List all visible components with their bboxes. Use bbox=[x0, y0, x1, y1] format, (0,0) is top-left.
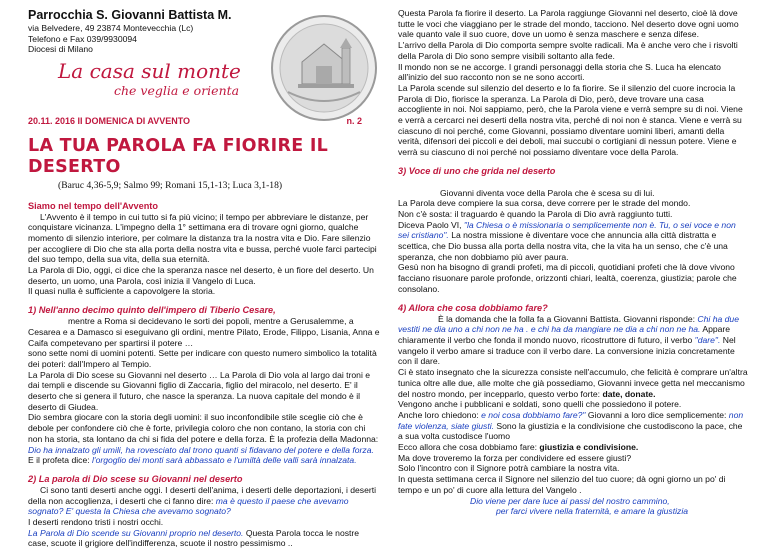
section-1-text-e: E il profeta dice: bbox=[28, 455, 93, 466]
section-4-title: 4) Allora che cosa dobbiamo fare? bbox=[398, 302, 548, 313]
section-4-text-d: Vengono anche i pubblicani e soldati, sono quelli che possiedono il potere. Anche loro chiedono: bbox=[398, 399, 682, 420]
section-1-text-a: mentre a Roma si decidevano le sorti dei popoli, mentre a Gerusalemme, a Cesarea e a Damasco si eseguivano gli ordini, mentre Pilato, Erode, Filippo, Lisania, Anna e Caifa competevano per spartirsi il potere … bbox=[28, 316, 380, 348]
section-4-text-a: È la domanda che la folla fa a Giovanni Battista. Giovanni risponde: bbox=[438, 313, 698, 324]
section-1-quote-1: Dio ha innalzato gli umili, ha rovesciato dal trono quanti si fidavano del potere e della forza. bbox=[28, 444, 374, 455]
section-3-text-b: La nostra missione è diventare voce che annuncia alla città distratta e scettica, che Dio bussa alla porta della nostra vita, che la vita ha un senso, che c'è una speranza, che non dobbiamo più aver paura. Gesù non ha bisogno di grandi profeti, ma di piccoli, quotidiani profeti che là dove vivono facciano risuonare parole profonde, orizzonti chiari, lealtà, coerenza, giustizia; parole che consolano. bbox=[398, 230, 737, 294]
section-2-quote-2: La Parola di Dio scende su Giovanni proprio nel deserto. bbox=[28, 527, 244, 538]
section-4-quote-4: non fate violenza, siate giusti. bbox=[398, 409, 744, 431]
brand-tagline: che veglia e orienta bbox=[114, 82, 240, 98]
church-emblem-icon bbox=[270, 14, 378, 122]
section-4-quote-2: "dare". bbox=[694, 334, 721, 345]
headline: LA TUA PAROLA FA FIORIRE IL DESERTO bbox=[28, 135, 329, 177]
parish-name: Parrocchia S. Giovanni Battista M. bbox=[28, 8, 232, 22]
section-4-text-c: Nel vangelo il verbo amare si traduce con il verbo dare. La conversione inizia concretamente con il dare. Ci è stato insegnato che la sicurezza consiste nell'accumulo, che felicità è comprare un'altra tunica oltre alle due, alle molte che già possediamo, Giovanni invece getta nel meccanismo del nostro mondo, per incepparlo, questo verbo forte: bbox=[398, 334, 748, 399]
address-line: via Belvedere, 49 23874 Montevecchia (Lc) bbox=[28, 23, 194, 33]
section-2-text-c: Questa Parola tocca le nostre case, scuote il grigiore dell'indifferenza, scuote il nostro pessimismo .. bbox=[28, 527, 360, 549]
section-4-text-g: Ma dove troveremo la forza per condividere ed essere giusti? Solo l'incontro con il Signore potrà cambiare la nostra vita. In questa settimana cerca il Signore nel silenzio del tuo cuore; dà ogni giorno un po' di tempo e un po' di cuore alla lettura del Vangelo . bbox=[398, 452, 726, 495]
section-1-text-d-paragraph bbox=[28, 412, 380, 466]
section-4-quote-1: Chi ha due vestiti ne dia uno a chi non ne ha . e chi ha da mangiare ne dia a chi non ne ha. bbox=[398, 313, 739, 335]
issue-date: 20.11. 2016 II DOMENICA DI AVVENTO bbox=[28, 115, 191, 126]
diocese-line: Diocesi di Milano bbox=[28, 44, 93, 54]
section-1-title: 1) Nell'anno decimo quinto dell'impero di Tiberio Cesare, bbox=[28, 305, 276, 316]
right-intro: Questa Parola fa fiorire il deserto. La Parola raggiunge Giovanni nel deserto, cioè là dove tutte le voci che viaggiano per le strade del mondo, tacciono. Nel deserto dove ogni uomo vale quanto vale il suo cuore, dove un uomo è senza maschere e senza difese. L'arrivo della Parola di Dio comporta sempre svolte radicali. Ma è anche vero che i risvolti della Parola di Dio sono sempre visibili soltanto alla fede. Il mondo non se ne accorge. I grandi personaggi della storia che S. Luca ha elencato all'inizio del suo racconto non se ne sono accorti. La Parola scende sul silenzio del deserto e lo fa fiorire. Se il silenzio del cuore incrocia la Parola di Dio, fiorisce la speranza. La Parola di Dio, però, deve trovare una casa accogliente in noi. Noi sappiamo, però, che la Parola viene e verrà sempre su di noi. Viene e verrà a cercarci nei deserti della nostra vita, perché di noi non è stanca. Viene e verrà su ciascuno di noi perché, come Giovanni, possiamo diventare uomini liberi, amanti della verità, difensori dei piccoli e dei deboli, mai succubi o cortigiani di nessun potere. Viene e verrà su ciascuno di noi perché noi possiamo diventare voce della Parola. bbox=[398, 8, 743, 158]
section-2-paragraph bbox=[28, 485, 380, 517]
section-4-text-f: Sono la giustizia e la condivisione che custodiscono la pace, che a sua volta custodisce l'uomo Ecco allora che cosa dobbiamo fare: bbox=[398, 420, 743, 453]
section-4-text-b: Appare chiaramente il verbo che fonda il mondo nuovo, ricostruttore di futuro, il verbo bbox=[398, 324, 731, 345]
scripture-references: (Baruc 4,36-5,9; Salmo 99; Romani 15,1-13; Luca 3,1-18) bbox=[58, 179, 283, 191]
closing-line-2: per farci vivere nella fraternità, e amare la giustizia bbox=[496, 506, 689, 517]
intro-title: Siamo nel tempo dell'Avvento bbox=[28, 200, 158, 211]
section-1-text-b: sono sette nomi di uomini potenti. Sette per indicare con questo numero simbolico la totalità dei poteri: dall'Impero al Tempio. bbox=[28, 348, 377, 369]
section-3-quote-1: "la Chiesa o è missionaria o semplicemente non è. Tu, o sei voce e non sei cristiano". bbox=[398, 219, 736, 241]
section-1-text-c: La Parola di Dio scese su Giovanni nel deserto … La Parola di Dio vola al largo dai troni e dai templi e discende su Giovanni figlio di Zaccaria, figlio del miracolo, nel deserto. E' il deserto che si genera il futuro, che nasce la speranza. La nuova capitale del mondo è il deserto di Giudea. bbox=[28, 369, 371, 412]
section-2-closing bbox=[28, 528, 380, 549]
closing-line-1: Dio viene per dare luce ai passi del nostro cammino, bbox=[470, 495, 670, 506]
section-3-text-a: Giovanni diventa voce della Parola che è scesa su di lui. La Parola deve compiere la sua corsa, deve correre per le strade del mondo. Non c'è sosta: il traguardo è quando la Parola di Dio avrà raggiunto tutti. Diceva Paolo VI, bbox=[398, 187, 691, 230]
section-4-bold-1: date, donate. bbox=[602, 388, 656, 399]
section-2-text-a: Ci sono tanti deserti anche oggi. I deserti dell'anima, i deserti delle deportazioni, i deserti della non accoglienza, i deserti che ci fanno dire: bbox=[28, 484, 377, 506]
intro-paragraph-3: Il quasi nulla è sufficiente a capovolgere la storia. bbox=[28, 286, 216, 297]
section-3-title: 3) Voce di uno che grida nel deserto bbox=[398, 165, 556, 176]
brand-title: La casa sul monte bbox=[58, 58, 241, 83]
section-4-text-e: Giovanni a loro dice semplicemente: bbox=[585, 409, 729, 420]
phone-line: Telefono e Fax 039/9930094 bbox=[28, 33, 137, 44]
section-2-quote-1: ma è questo il paese che avevamo sognato? E' questa la Chiesa che avevamo sognato? bbox=[28, 495, 349, 517]
issue-number: n. 2 bbox=[346, 115, 362, 126]
section-3-paragraph bbox=[398, 177, 748, 295]
section-1-quote-2: l'orgoglio dei monti sarà abbassato e l'umiltà delle valli sarà innalzata. bbox=[92, 455, 357, 466]
left-column bbox=[28, 8, 380, 549]
section-2-title: 2) La parola di Dio scese su Giovanni nel deserto bbox=[28, 473, 243, 484]
intro-paragraph-1: L'Avvento è il tempo in cui tutto si fa più vicino; il tempo per abbreviare le distanze, per conquistare vicinanza. L'impegno della 1° settimana era di trovare ogni giorno, qualche momento di silenzio interiore, per colmare la distanza tra la nostra vita e Dio. Fare silenzio per accogliere di Dio che sta alla porta della nostra vita e bussa, perché vuole farci partecipi del suo tempo, della sua vita, della sua eternità. bbox=[28, 211, 377, 265]
section-4-quote-3: e noi cosa dobbiamo fare?" bbox=[481, 409, 586, 420]
section-1-text-d: Dio sembra giocare con la storia degli uomini: il suo inconfondibile stile sceglie ciò che è debole per confondere ciò che è forte, privilegia coloro che non contano, la storia con chi non ha storia, sta lontano da chi si fida del potere e della forza. È la profezia della Madonna: bbox=[28, 412, 379, 444]
right-column bbox=[398, 8, 748, 517]
section-2-text-b: I deserti rendono tristi i nostri occhi. bbox=[28, 517, 164, 528]
section-4-paragraph bbox=[398, 314, 748, 496]
section-4-bold-2: giustizia e condivisione. bbox=[539, 442, 639, 453]
intro-paragraph-2: La Parola di Dio, oggi, ci dice che la speranza nasce nel deserto, è un fiore del deserto. Un deserto, un uomo, una Parola, così inizia il Vangelo di Luca. bbox=[28, 265, 374, 286]
